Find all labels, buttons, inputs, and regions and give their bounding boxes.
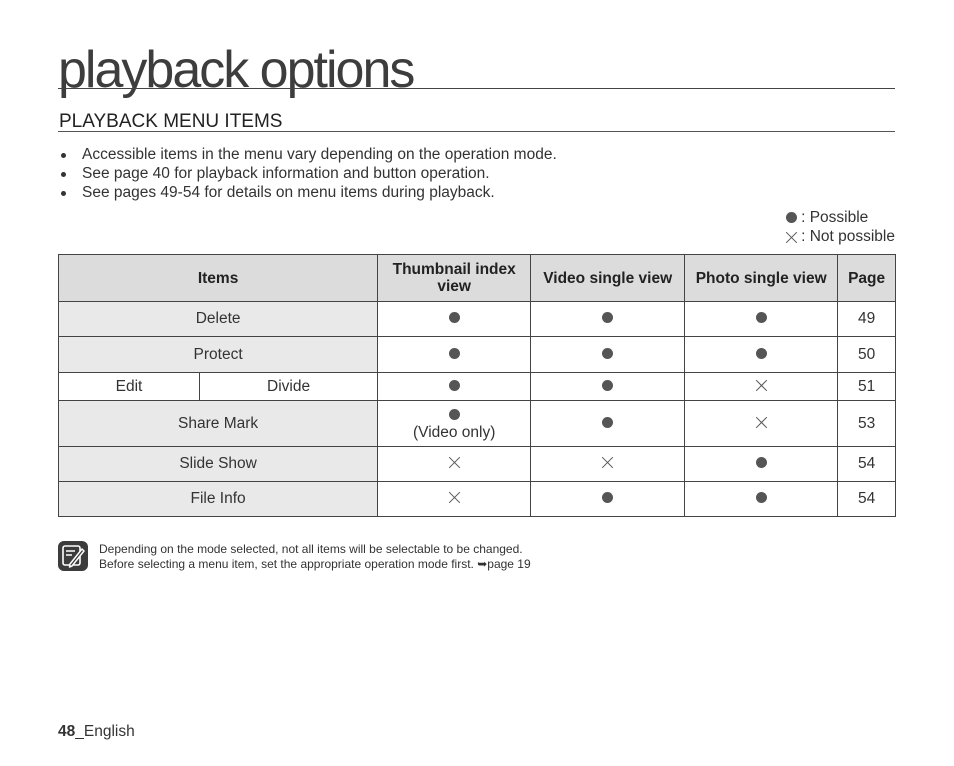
cell-page: 50	[838, 337, 896, 373]
possible-dot-icon	[756, 457, 767, 468]
page-ref-arrow-icon: ➥	[477, 557, 488, 571]
cell-video	[531, 401, 685, 447]
not-possible-cross-icon	[755, 379, 767, 391]
page-ref-link: page 19	[487, 557, 531, 571]
note-line-2: Before selecting a menu item, set the appropriate operation mode first. ➥page 19	[99, 557, 531, 571]
table-row	[59, 401, 896, 447]
legend-possible-label: : Possible	[801, 209, 869, 226]
cell-page: 54	[838, 482, 896, 517]
header-items: Items	[59, 255, 378, 302]
page-title: playback options	[58, 41, 414, 99]
cell-photo	[685, 373, 838, 401]
possible-dot-icon	[602, 417, 613, 428]
cell-photo	[685, 302, 838, 337]
cell-photo	[685, 337, 838, 373]
cell-video	[531, 447, 685, 482]
footer-language: _English	[75, 723, 135, 740]
cell-page: 51	[838, 373, 896, 401]
thumbnail-note: (Video only)	[412, 423, 496, 441]
cell-photo	[685, 447, 838, 482]
row-item-name: File Info	[59, 482, 378, 517]
header-video-view: Video single view	[531, 255, 685, 302]
playback-menu-table	[58, 254, 896, 517]
note-line-1: Depending on the mode selected, not all items will be selectable to be changed.	[99, 542, 523, 556]
table-header-row	[59, 255, 896, 302]
cell-thumbnail	[378, 337, 531, 373]
possible-dot-icon	[449, 312, 460, 323]
section-title: PLAYBACK MENU ITEMS	[59, 111, 283, 132]
table-row	[59, 482, 896, 517]
legend-not-possible	[783, 227, 895, 246]
title-divider	[58, 88, 895, 89]
cell-thumbnail	[378, 401, 531, 447]
bullet-item: Accessible items in the menu vary depending on the operation mode.	[59, 145, 557, 164]
cell-thumbnail	[378, 373, 531, 401]
bullet-item: See page 40 for playback information and button operation.	[59, 164, 557, 183]
row-group-name: Edit	[59, 373, 200, 401]
thumbnail-symbol	[382, 407, 526, 424]
possible-dot-icon	[602, 492, 613, 503]
cell-video	[531, 482, 685, 517]
possible-dot-icon	[602, 380, 613, 391]
possible-dot-icon	[756, 492, 767, 503]
not-possible-cross-icon	[448, 456, 460, 468]
cell-page: 49	[838, 302, 896, 337]
page-number: 48	[58, 723, 76, 740]
symbol-legend	[783, 208, 895, 246]
cell-page: 53	[838, 401, 896, 447]
possible-dot-icon	[449, 348, 460, 359]
cell-video	[531, 373, 685, 401]
header-page: Page	[838, 255, 896, 302]
cell-thumbnail	[378, 302, 531, 337]
cell-page: 54	[838, 447, 896, 482]
table-row	[59, 337, 896, 373]
possible-dot-icon	[602, 348, 613, 359]
info-bullet-list	[59, 145, 557, 202]
not-possible-cross-icon	[602, 456, 614, 468]
bullet-item: See pages 49-54 for details on menu items during playback.	[59, 183, 557, 202]
note-box	[58, 541, 531, 572]
cell-video	[531, 302, 685, 337]
possible-dot-icon	[602, 312, 613, 323]
note-pencil-icon	[58, 541, 88, 571]
not-possible-cross-icon	[785, 231, 797, 243]
not-possible-cross-icon	[755, 416, 767, 428]
cell-thumbnail	[378, 482, 531, 517]
possible-dot-icon	[449, 380, 460, 391]
row-item-name: Slide Show	[59, 447, 378, 482]
possible-dot-icon	[786, 212, 797, 223]
possible-dot-icon	[449, 409, 460, 420]
row-item-name: Delete	[59, 302, 378, 337]
cell-photo	[685, 482, 838, 517]
not-possible-cross-icon	[448, 491, 460, 503]
table-row	[59, 447, 896, 482]
cell-video	[531, 337, 685, 373]
possible-dot-icon	[756, 348, 767, 359]
header-thumbnail-view: Thumbnail index view	[378, 255, 531, 302]
possible-dot-icon	[756, 312, 767, 323]
row-item-name: Protect	[59, 337, 378, 373]
table-row	[59, 373, 896, 401]
header-photo-view: Photo single view	[685, 255, 838, 302]
table-row	[59, 302, 896, 337]
legend-not-possible-label: : Not possible	[801, 228, 895, 245]
page-footer	[58, 723, 135, 741]
row-item-name: Share Mark	[59, 401, 378, 447]
section-divider	[58, 131, 895, 132]
cell-photo	[685, 401, 838, 447]
legend-possible	[783, 208, 895, 227]
row-item-name: Divide	[200, 373, 378, 401]
cell-thumbnail	[378, 447, 531, 482]
